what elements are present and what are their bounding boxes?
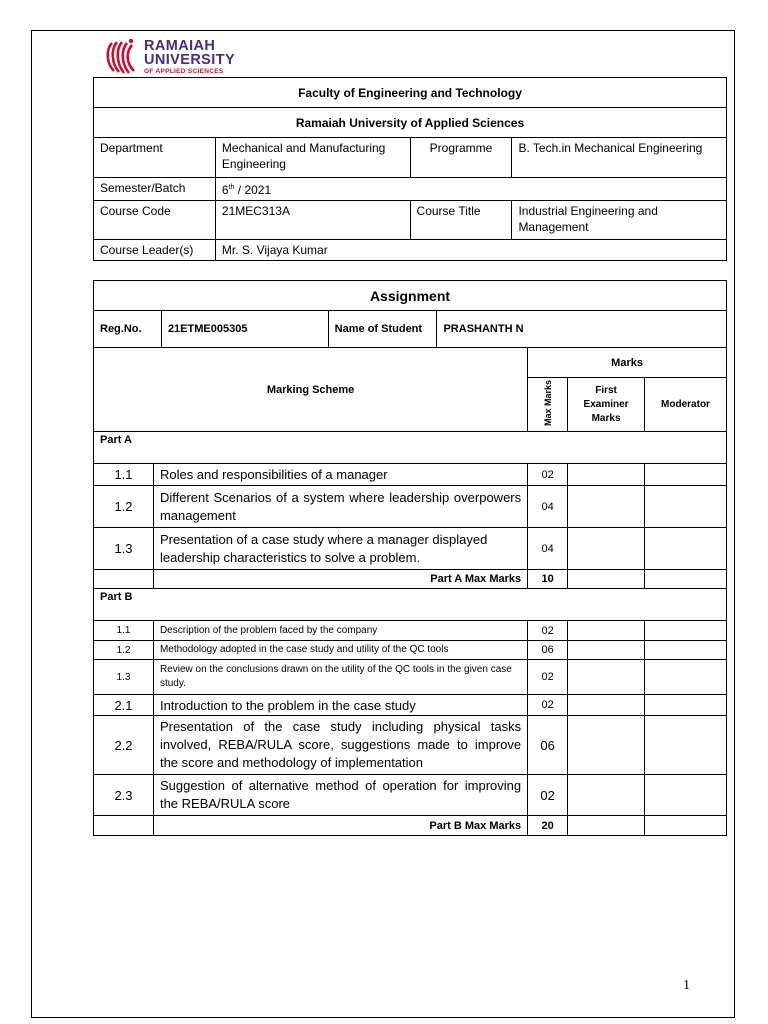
item-max-marks: 04 <box>528 528 568 570</box>
item-number: 1.3 <box>94 660 154 695</box>
regno-value: 21ETME005305 <box>161 311 328 348</box>
moderator-cell <box>645 621 727 641</box>
part-b-row <box>94 695 727 716</box>
regno-label: Reg.No. <box>94 311 162 348</box>
item-number: 1.2 <box>94 486 154 528</box>
item-max-marks: 02 <box>528 621 568 641</box>
first-examiner-cell <box>568 716 645 775</box>
semester-label: Semester/Batch <box>94 178 216 201</box>
item-description: Introduction to the problem in the case study <box>153 695 527 716</box>
item-description: Roles and responsibilities of a manager <box>153 464 527 486</box>
item-description: Description of the problem faced by the company <box>153 621 527 641</box>
part-a-label: Part A <box>94 432 727 464</box>
page-number: 1 <box>683 978 690 993</box>
first-examiner-header: First Examiner Marks <box>568 378 645 432</box>
marks-header: Marks <box>528 348 727 378</box>
part-b-row <box>94 660 727 695</box>
item-description: Review on the conclusions drawn on the utility of the QC tools in the given case study. <box>153 660 527 695</box>
course-leader-label: Course Leader(s) <box>94 240 216 261</box>
first-examiner-cell <box>568 660 645 695</box>
moderator-cell <box>645 570 727 589</box>
max-marks-header: Max Marks <box>528 378 568 432</box>
course-code-value: 21MEC313A <box>215 201 410 240</box>
item-max-marks: 02 <box>528 660 568 695</box>
item-max-marks: 06 <box>528 716 568 775</box>
item-max-marks: 02 <box>528 775 568 816</box>
first-examiner-cell <box>568 528 645 570</box>
item-number: 2.1 <box>94 695 154 716</box>
first-examiner-cell <box>568 486 645 528</box>
assignment-title: Assignment <box>94 281 727 311</box>
programme-value: B. Tech.in Mechanical Engineering <box>512 138 727 178</box>
moderator-cell <box>645 695 727 716</box>
item-number: 1.1 <box>94 621 154 641</box>
course-leader-value: Mr. S. Vijaya Kumar <box>215 240 726 261</box>
part-a-row <box>94 486 727 528</box>
faculty-title: Faculty of Engineering and Technology <box>94 78 727 108</box>
part-b-total-label: Part B Max Marks <box>153 816 527 836</box>
item-number: 1.1 <box>94 464 154 486</box>
first-examiner-cell <box>568 570 645 589</box>
moderator-header: Moderator <box>645 378 727 432</box>
logo-line-2: UNIVERSITY <box>144 52 236 69</box>
item-number: 2.3 <box>94 775 154 816</box>
first-examiner-cell <box>568 775 645 816</box>
semester-value: 6th / 2021 <box>215 178 726 201</box>
moderator-cell <box>645 464 727 486</box>
part-b-row <box>94 775 727 816</box>
first-examiner-cell <box>568 695 645 716</box>
blank-cell <box>94 816 154 836</box>
moderator-cell <box>645 641 727 660</box>
student-name-value: PRASHANTH N <box>437 311 727 348</box>
marking-scheme-header: Marking Scheme <box>94 348 528 432</box>
student-name-label: Name of Student <box>328 311 437 348</box>
logo-line-1: RAMAIAH <box>144 37 216 54</box>
part-b-row <box>94 621 727 641</box>
part-a-row <box>94 528 727 570</box>
item-number: 1.3 <box>94 528 154 570</box>
course-title-label: Course Title <box>410 201 512 240</box>
moderator-cell <box>645 816 727 836</box>
first-examiner-cell <box>568 641 645 660</box>
ramaiah-emblem-icon <box>104 37 138 77</box>
item-max-marks: 04 <box>528 486 568 528</box>
item-max-marks: 06 <box>528 641 568 660</box>
moderator-cell <box>645 528 727 570</box>
item-max-marks: 02 <box>528 695 568 716</box>
item-number: 2.2 <box>94 716 154 775</box>
part-b-label: Part B <box>94 589 727 621</box>
department-value: Mechanical and Manufacturing Engineering <box>215 138 410 178</box>
item-description: Different Scenarios of a system where leadership overpowers management <box>153 486 527 528</box>
item-description: Presentation of the case study including physical tasks involved, REBA/RULA score, suggestions made to improve the score and methodology of implementation <box>153 716 527 775</box>
first-examiner-cell <box>568 816 645 836</box>
moderator-cell <box>645 775 727 816</box>
university-title: Ramaiah University of Applied Sciences <box>94 108 727 138</box>
item-number: 1.2 <box>94 641 154 660</box>
part-b-row <box>94 716 727 775</box>
part-b-total: 20 <box>528 816 568 836</box>
course-title-value: Industrial Engineering and Management <box>512 201 727 240</box>
moderator-cell <box>645 660 727 695</box>
part-a-total: 10 <box>528 570 568 589</box>
course-code-label: Course Code <box>94 201 216 240</box>
first-examiner-cell <box>568 464 645 486</box>
part-a-row <box>94 464 727 486</box>
university-logo <box>104 37 235 77</box>
part-a-total-label: Part A Max Marks <box>153 570 527 589</box>
course-info-table <box>93 77 727 261</box>
item-description: Presentation of a case study where a manager displayed leadership characteristics to solve a problem. <box>153 528 527 570</box>
moderator-cell <box>645 716 727 775</box>
blank-cell <box>94 570 154 589</box>
assignment-table <box>93 280 727 836</box>
programme-label: Programme <box>410 138 512 178</box>
item-description: Suggestion of alternative method of operation for improving the REBA/RULA score <box>153 775 527 816</box>
item-max-marks: 02 <box>528 464 568 486</box>
department-label: Department <box>94 138 216 178</box>
logo-line-3: OF APPLIED SCIENCES <box>144 67 224 75</box>
item-description: Methodology adopted in the case study and utility of the QC tools <box>153 641 527 660</box>
moderator-cell <box>645 486 727 528</box>
part-b-row <box>94 641 727 660</box>
first-examiner-cell <box>568 621 645 641</box>
